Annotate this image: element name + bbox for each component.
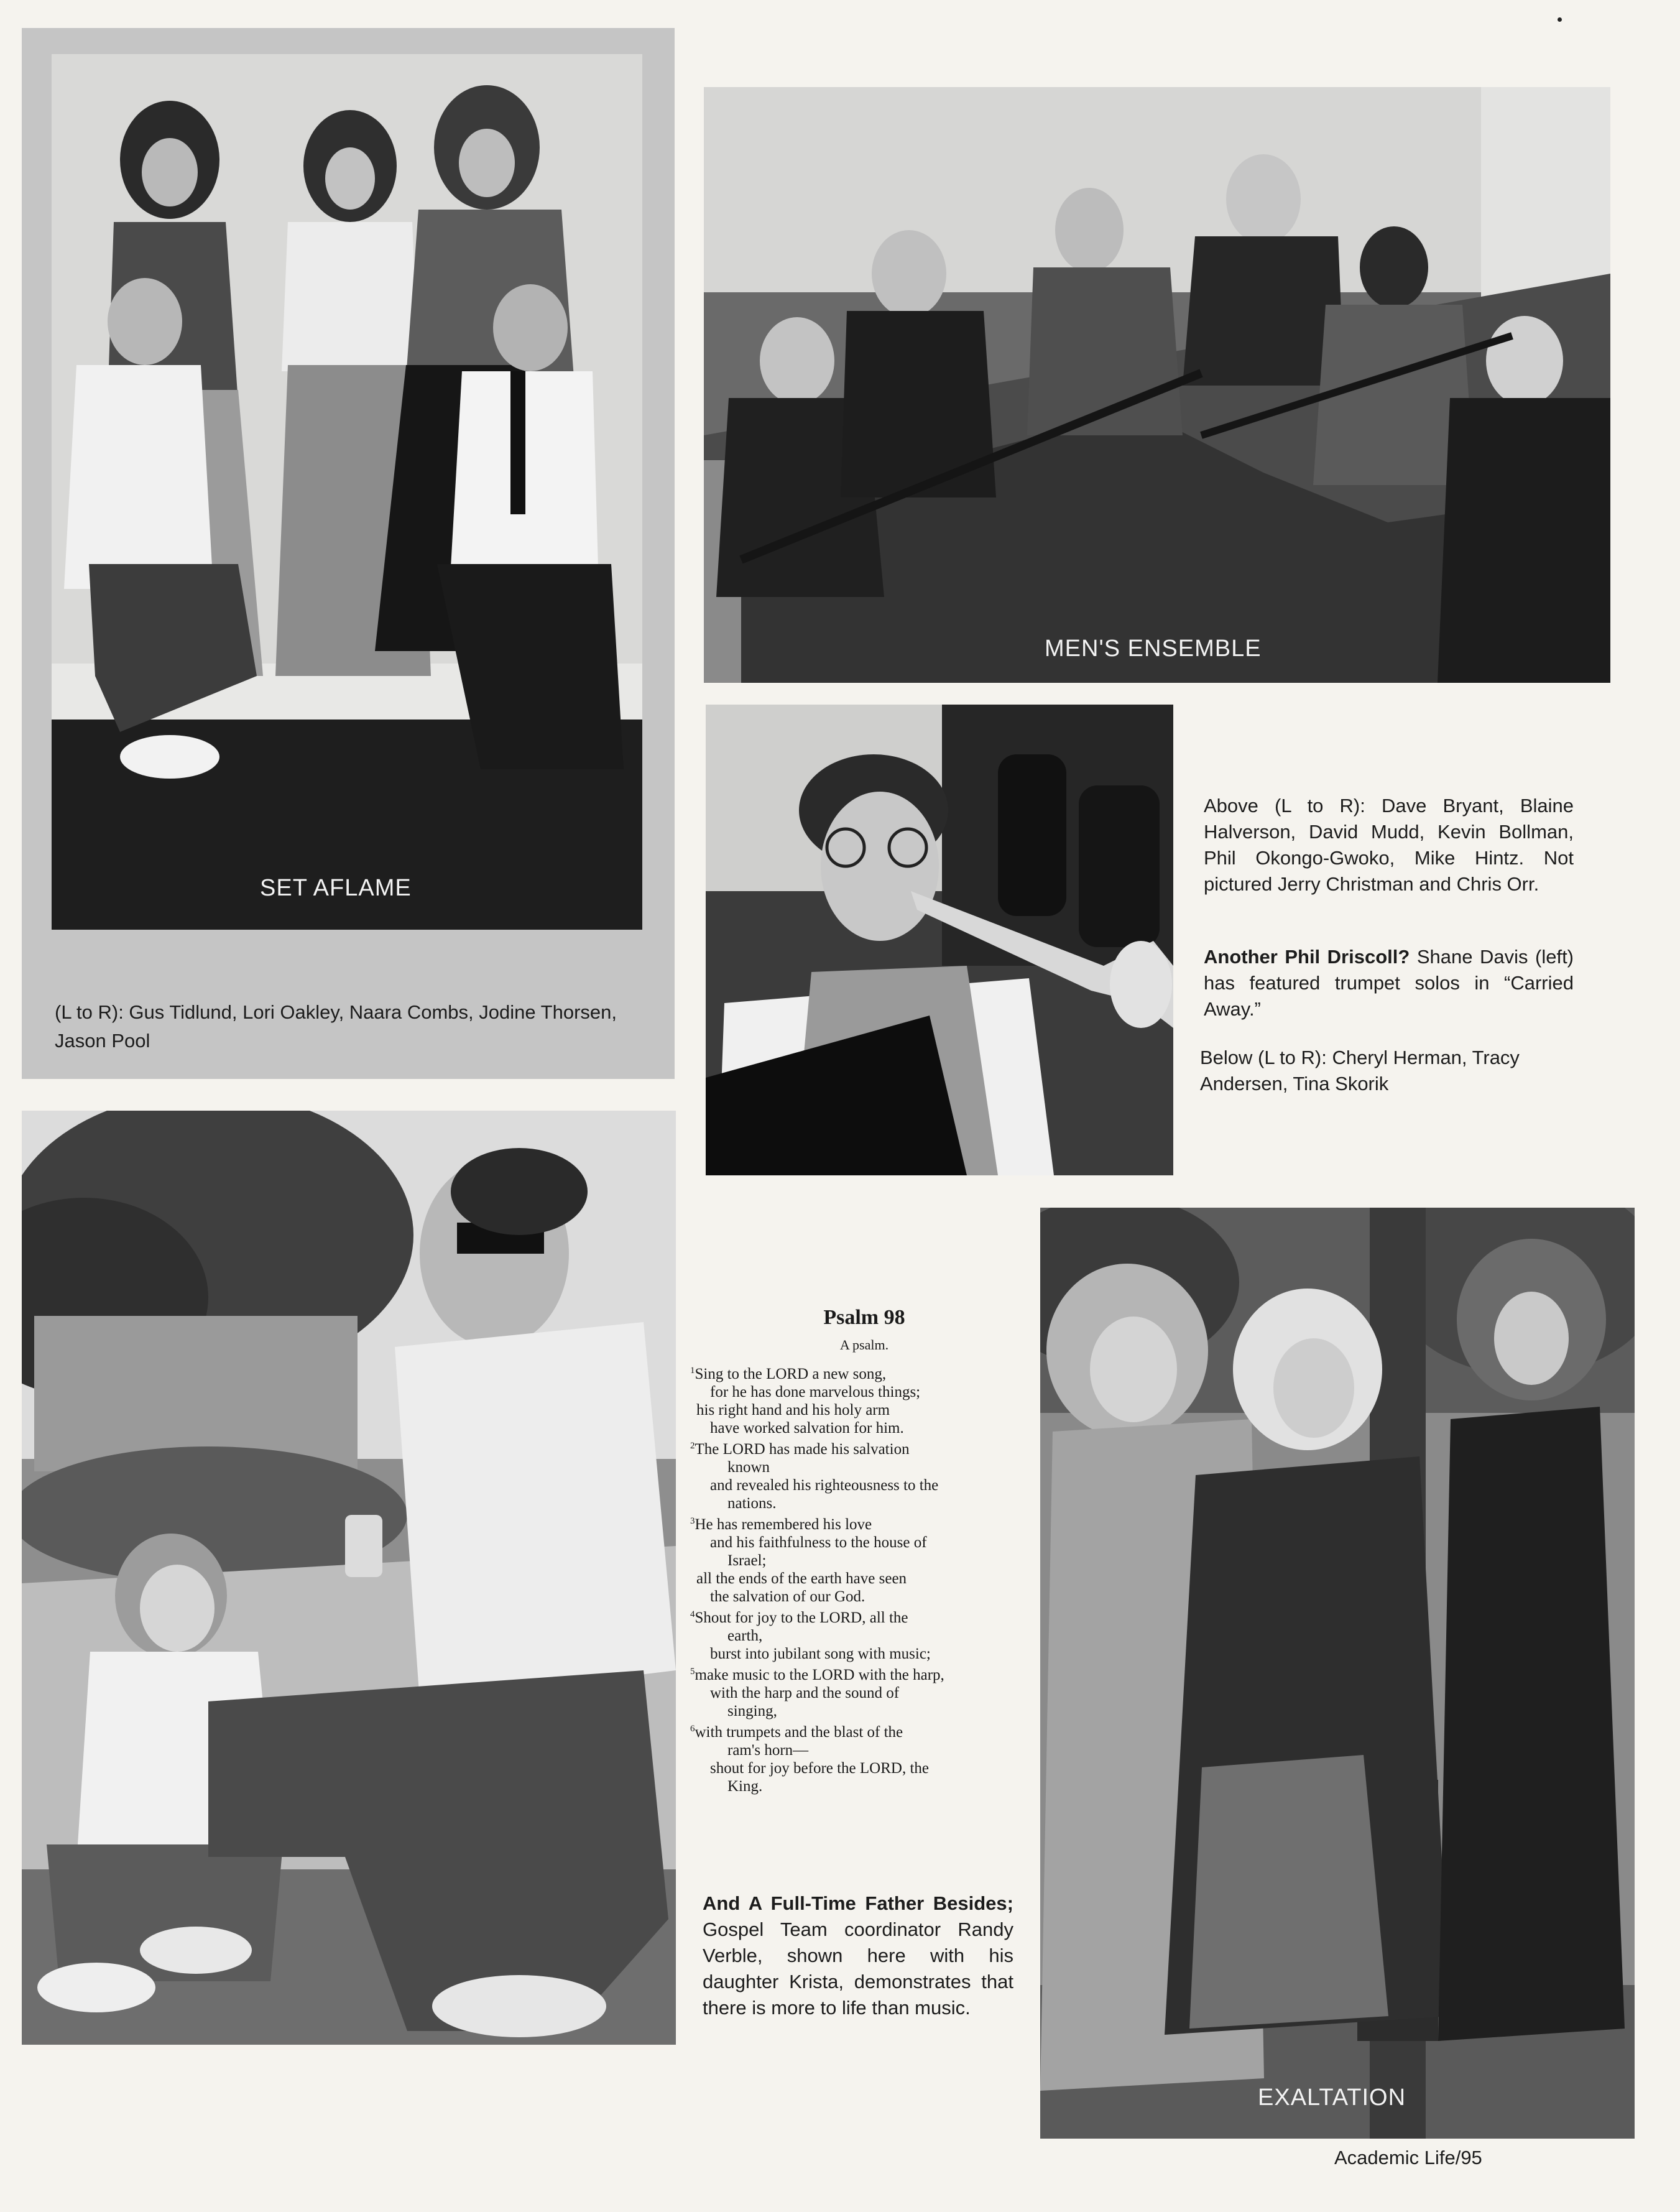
father-daughter-photo [22, 1111, 676, 2045]
driscoll-caption-heading: Another Phil Driscoll? [1204, 946, 1410, 968]
set-aflame-photo [52, 54, 642, 930]
set-aflame-photo-art [52, 54, 642, 930]
verse-number: 4 [690, 1609, 695, 1619]
father-caption-heading: And A Full-Time Father Besides; [703, 1892, 1013, 1914]
psalm-line: and his faithfulness to the house of [710, 1534, 927, 1551]
psalm-line: burst into jubilant song with music; [710, 1645, 931, 1662]
verse-number: 3 [690, 1516, 695, 1526]
driscoll-caption-text: Shane Davis (left) has featured trumpet solos in “Carried Away.” [1204, 946, 1574, 1020]
father-caption [703, 1890, 1013, 2021]
page-speck [1558, 17, 1562, 22]
verse-number: 2 [690, 1441, 695, 1451]
set-aflame-panel [22, 28, 675, 1079]
psalm-line: $^3$He has remembered his love [690, 1516, 872, 1533]
psalm-line: $^2$The LORD has made his salvation [690, 1441, 910, 1458]
exaltation-photo [1040, 1208, 1635, 2139]
above-caption: Above (L to R): Dave Bryant, Blaine Halverson, David Mudd, Kevin Bollman, Phil Okongo-Gwoko, Mike Hintz. Not pictured Jerry Christman and Chris Orr. [1204, 795, 1574, 895]
psalm-line: $^6$with trumpets and the blast of the [690, 1724, 903, 1741]
exaltation-label: EXALTATION [1258, 2085, 1406, 2111]
psalm-line: ram's horn— [727, 1742, 809, 1759]
psalm-line: $^1$Sing to the LORD a new song, [690, 1366, 887, 1382]
mens-ensemble-photo-art [704, 87, 1610, 683]
mens-ensemble-label: MEN'S ENSEMBLE [1045, 636, 1262, 662]
psalm-line: Israel; [727, 1552, 767, 1569]
verse-number: 6 [690, 1724, 695, 1734]
psalm-98 [690, 1306, 1038, 1795]
psalm-line: earth, [727, 1627, 763, 1644]
psalm-line: the salvation of our God. [710, 1588, 865, 1605]
psalm-subtitle: A psalm. [839, 1337, 889, 1353]
psalm-line: for he has done marvelous things; [710, 1384, 921, 1400]
psalm-title: Psalm 98 [823, 1306, 905, 1329]
verse-number: 1 [690, 1366, 695, 1376]
father-caption-text: Gospel Team coordinator Randy Verble, shown here with his daughter Krista, demonstrates that there is more to life than music. [703, 1918, 1013, 2019]
driscoll-caption [1204, 944, 1574, 1022]
psalm-line: all the ends of the earth have seen [696, 1570, 907, 1587]
trumpet-photo-art [706, 705, 1173, 1175]
verse-number: 5 [690, 1667, 695, 1677]
set-aflame-caption: (L to R): Gus Tidlund, Lori Oakley, Naara Combs, Jodine Thorsen, Jason Pool [55, 1001, 617, 1052]
psalm-line: his right hand and his holy arm [696, 1402, 890, 1418]
trumpet-photo [706, 705, 1173, 1175]
psalm-line: singing, [727, 1703, 777, 1719]
page-folio: Academic Life/95 [1334, 2147, 1482, 2168]
psalm-line: nations. [727, 1495, 777, 1512]
set-aflame-label: SET AFLAME [260, 875, 412, 901]
psalm-line: known [727, 1459, 770, 1476]
mens-ensemble-photo [704, 87, 1610, 683]
psalm-line: $^4$Shout for joy to the LORD, all the [690, 1609, 908, 1626]
psalm-line: and revealed his righteousness to the [710, 1477, 939, 1494]
below-caption: Below (L to R): Cheryl Herman, Tracy Andersen, Tina Skorik [1200, 1047, 1520, 1094]
psalm-line: have worked salvation for him. [710, 1420, 904, 1437]
psalm-line: King. [727, 1778, 763, 1795]
exaltation-photo-art [1040, 1208, 1635, 2139]
father-daughter-photo-art [22, 1111, 676, 2045]
psalm-line: shout for joy before the LORD, the [710, 1760, 930, 1777]
psalm-line: with the harp and the sound of [710, 1685, 900, 1701]
psalm-line: $^5$make music to the LORD with the harp, [690, 1667, 944, 1683]
